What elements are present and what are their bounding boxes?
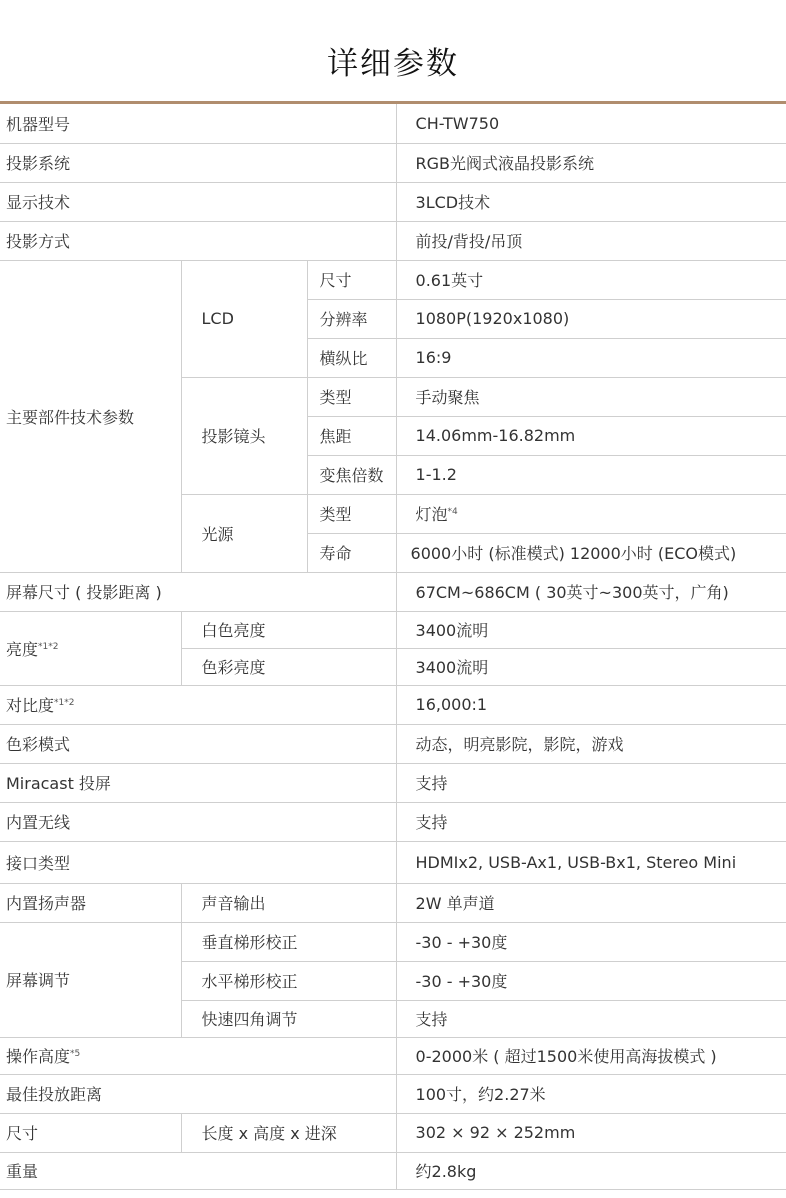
sub-label: 焦距 [307,416,396,455]
row-label: 最佳投放距离 [0,1074,396,1113]
contrast-text: 对比度 [6,696,55,715]
row-label: 重量 [0,1152,396,1189]
group-label: 投影镜头 [181,377,307,494]
sub-label: 声音输出 [181,883,396,922]
row-value: 约2.8kg [396,1152,786,1189]
row-value: 动态，明亮影院，影院，游戏 [396,724,786,763]
row-label: 内置无线 [0,802,396,841]
table-row [0,104,786,143]
group-label: 光源 [181,494,307,572]
row-value: 0.61英寸 [396,260,786,299]
table-row [0,182,786,221]
table-row [0,143,786,182]
row-label: 显示技术 [0,182,396,221]
sub-label: 色彩亮度 [181,648,396,685]
row-value: 16:9 [396,338,786,377]
sub-label: 寿命 [307,533,396,572]
row-value: 手动聚焦 [396,377,786,416]
footnote-marker: *1*2 [54,698,75,708]
table-row [0,1152,786,1189]
row-value: CH-TW750 [396,104,786,143]
row-value: 100寸，约2.27米 [396,1074,786,1113]
row-value: 14.06mm-16.82mm [396,416,786,455]
light-type-text: 灯泡 [415,505,448,524]
row-value: RGB光阀式液晶投影系统 [396,143,786,182]
sub-label: 水平梯形校正 [181,961,396,1000]
row-label [0,685,396,724]
footnote-marker: *5 [70,1049,81,1059]
table-row [0,260,786,299]
table-row [0,883,786,922]
sub-label: 分辨率 [307,299,396,338]
table-row [0,922,786,961]
row-label: 尺寸 [0,1113,181,1152]
row-label: 机器型号 [0,104,396,143]
row-value: 3400流明 [396,611,786,648]
row-value: 支持 [396,763,786,802]
row-value: 支持 [396,1000,786,1037]
row-value: 6000小时 (标准模式) 12000小时 (ECO模式) [396,533,786,572]
row-value: 1080P(1920x1080) [396,299,786,338]
table-row [0,221,786,260]
table-row [0,724,786,763]
row-label: 主要部件技术参数 [0,260,181,572]
row-value: 67CM~686CM ( 30英寸~300英寸，广角) [396,572,786,611]
row-value: 2W 单声道 [396,883,786,922]
table-row [0,572,786,611]
row-label: 色彩模式 [0,724,396,763]
altitude-text: 操作高度 [6,1047,71,1066]
footnote-marker: *1*2 [38,641,59,652]
table-row [0,802,786,841]
row-value: HDMIx2, USB-Ax1, USB-Bx1, Stereo Mini [396,841,786,883]
page-title: 详细参数 [327,46,459,82]
row-value: 16,000:1 [396,685,786,724]
row-label: 屏幕尺寸 ( 投影距离 ) [0,572,396,611]
table-row [0,763,786,802]
row-label [0,1037,396,1074]
row-value [396,494,786,533]
table-row [0,1037,786,1074]
sub-label: 横纵比 [307,338,396,377]
sub-label: 垂直梯形校正 [181,922,396,961]
sub-label: 变焦倍数 [307,455,396,494]
sub-label: 快速四角调节 [181,1000,396,1037]
row-value: 1-1.2 [396,455,786,494]
sub-label: 类型 [307,377,396,416]
row-label: 屏幕调节 [0,922,181,1037]
sub-label: 类型 [307,494,396,533]
row-value: 3400流明 [396,648,786,685]
footnote-marker: *4 [447,507,458,517]
row-value: 支持 [396,802,786,841]
row-value: -30 - +30度 [396,961,786,1000]
sub-label: 长度 x 高度 x 进深 [181,1113,396,1152]
spec-table [0,104,786,1190]
table-row [0,841,786,883]
row-value: 前投/背投/吊顶 [396,221,786,260]
table-row [0,1074,786,1113]
sub-label: 白色亮度 [181,611,396,648]
sub-label: 尺寸 [307,260,396,299]
row-label: Miracast 投屏 [0,763,396,802]
row-label: 内置扬声器 [0,883,181,922]
row-value: 302 × 92 × 252mm [396,1113,786,1152]
brightness-text: 亮度 [6,639,39,659]
row-label: 投影系统 [0,143,396,182]
row-value: 0-2000米 ( 超过1500米使用高海拔模式 ) [396,1037,786,1074]
table-row [0,1113,786,1152]
row-label: 投影方式 [0,221,396,260]
group-label: LCD [181,260,307,377]
row-value: -30 - +30度 [396,922,786,961]
table-row [0,685,786,724]
table-row [0,611,786,648]
row-label: 接口类型 [0,841,396,883]
row-value: 3LCD技术 [396,182,786,221]
row-label [0,611,181,685]
